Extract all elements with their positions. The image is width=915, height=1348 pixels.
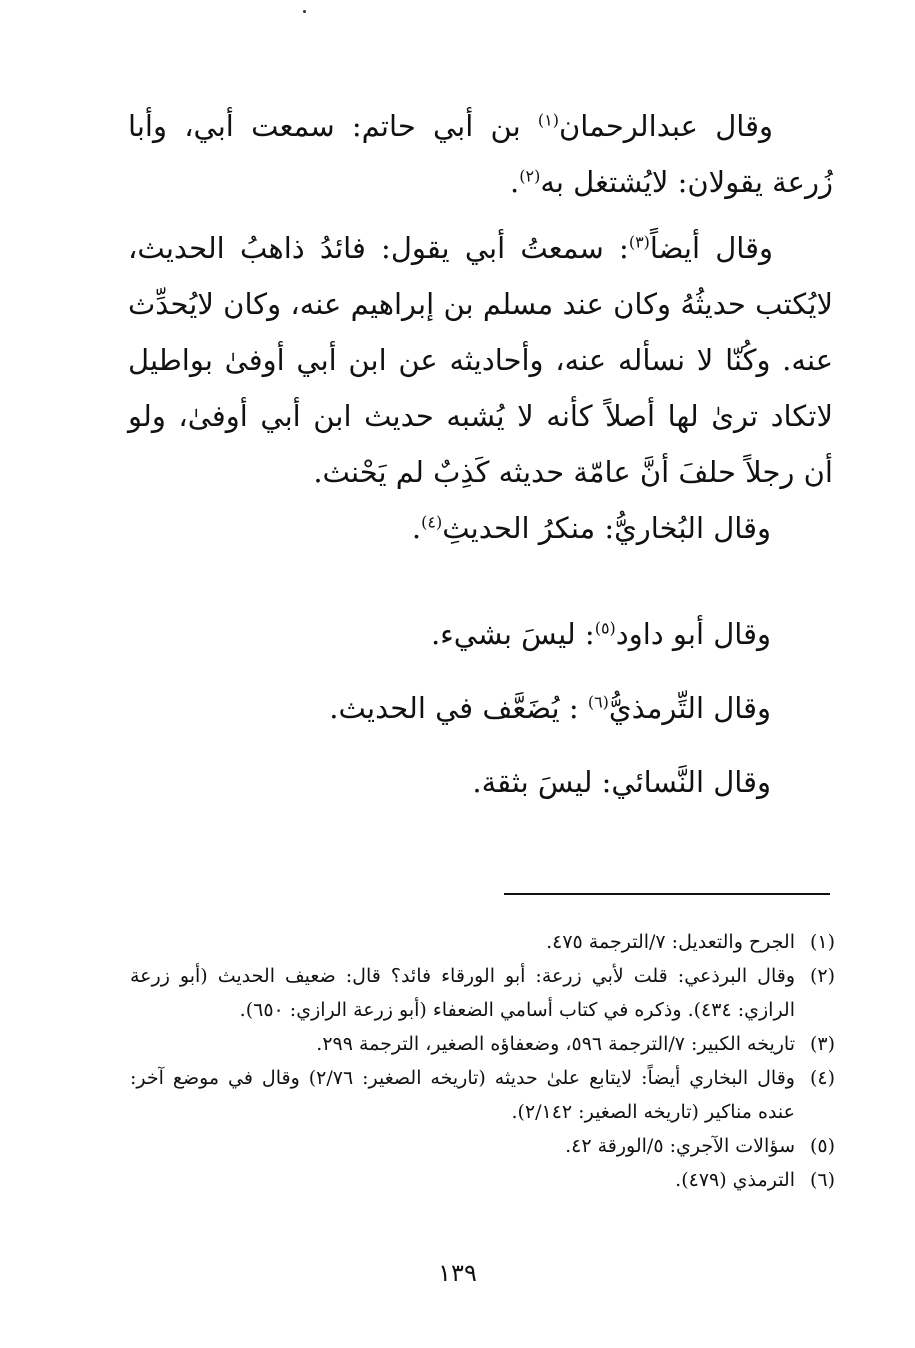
p2-text-b: : سمعتُ أبي يقول: فائدُ ذاهبُ الحديث، لايُكتب حديثُهُ وكان عند مسلم بن إبراهيم عنه، وكان لايُحدِّث عنه. وكُنّا لا نسأله عنه، وأحاديثه عن ابن أبي أوفىٰ بواطيل لاتكاد ترىٰ لها أصلاً كأنه لا يُشبه حديث ابن أبي أوفىٰ، ولو أن رجلاً حلفَ أنَّ عامّة حديثه كَذِبٌ لم يَحْنث.: [128, 231, 833, 489]
p3-text-c: .: [411, 511, 422, 545]
footnote-text: وقال البرذعي: قلت لأبي زرعة: أبو الورقاء فائد؟ قال: ضعيف الحديث (أبو زرعة الرازي: ٤٣٤). وذكره في كتاب أسامي الضعفاء (أبو زرعة الرازي: ٦٥٠).: [130, 965, 795, 1021]
p5-text-b: : يُضَعَّف في الحديث.: [329, 691, 588, 725]
p6-text: وقال النَّسائي: ليسَ بثقة.: [472, 765, 771, 799]
p5-text-a: وقال التِّرمذيُّ: [608, 691, 771, 725]
footnote-item: [130, 959, 835, 1027]
footnote-ref-4[interactable]: (٤): [421, 512, 443, 532]
paragraph-tirmidhi: [128, 680, 833, 736]
p1-text-b: بن أبي حاتم: سمعت أبي، وأبا زُرعة يقولان: لايُشتغل به: [128, 109, 833, 199]
p3-text-a: وقال البُخاريُّ: منكرُ الحديثِ: [442, 511, 771, 545]
print-speck: [303, 10, 306, 13]
paragraph-abdulrahman: [128, 98, 833, 210]
footnote-ref-2[interactable]: (٢): [519, 166, 541, 186]
footnote-number: (٦): [809, 1169, 835, 1191]
p4-text-a: وقال أبو داود: [615, 617, 771, 651]
footnote-number: (٣): [809, 1033, 835, 1055]
paragraph-also: [128, 220, 833, 500]
footnote-ref-3[interactable]: (٣): [628, 232, 650, 252]
paragraph-nasai: [128, 754, 833, 810]
footnote-number: (٥): [809, 1135, 835, 1157]
main-text: [128, 98, 833, 810]
footnote-text: سؤالات الآجري: ٥/الورقة ٤٢.: [565, 1135, 795, 1157]
footnote-number: (١): [809, 931, 835, 953]
footnote-item: [130, 1129, 835, 1163]
footnote-text: الجرح والتعديل: ٧/الترجمة ٤٧٥.: [546, 931, 795, 953]
paragraph-bukhari: [128, 500, 833, 556]
footnote-ref-1[interactable]: (١): [537, 110, 559, 130]
footnote-text: الترمذي (٤٧٩).: [675, 1169, 795, 1191]
footnote-text: وقال البخاري أيضاً: لايتابع علىٰ حديثه (تاريخه الصغير: ٢/٧٦) وقال في موضع آخر: عنده مناكير (تاريخه الصغير: ٢/١٤٢).: [130, 1067, 795, 1123]
page-number: ١٣٩: [438, 1259, 477, 1287]
footnote-item: [130, 1061, 835, 1129]
p1-text-c: .: [510, 165, 520, 199]
p1-text-a: وقال عبدالرحمان: [558, 109, 773, 143]
footnote-item: [130, 1163, 835, 1197]
footnote-text: تاريخه الكبير: ٧/الترجمة ٥٩٦، وضعفاؤه الصغير، الترجمة ٢٩٩.: [316, 1033, 795, 1055]
footnote-number: (٢): [809, 965, 835, 987]
footnote-item: [130, 1027, 835, 1061]
footnote-separator: [504, 893, 830, 895]
footnotes: [130, 925, 835, 1197]
footnote-ref-5[interactable]: (٥): [594, 618, 616, 638]
footnote-ref-6[interactable]: (٦): [587, 692, 609, 712]
p2-text-a: وقال أيضاً: [649, 231, 774, 265]
footnote-item: [130, 925, 835, 959]
paragraph-abu-dawud: [128, 606, 833, 662]
p4-text-b: : ليسَ بشيء.: [430, 617, 595, 651]
footnote-number: (٤): [809, 1067, 835, 1089]
